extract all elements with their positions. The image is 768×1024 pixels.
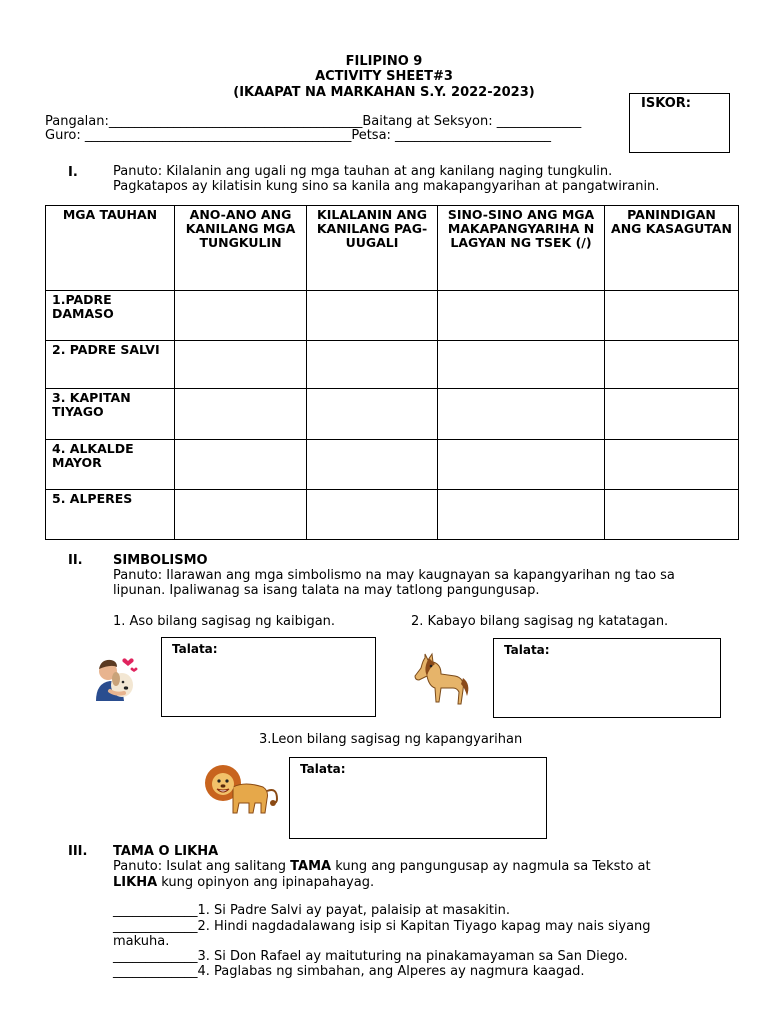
table-row xyxy=(46,341,739,389)
answer-cell[interactable] xyxy=(438,440,605,490)
row-name: 2. PADRE SALVI xyxy=(46,341,175,389)
answer-cell[interactable] xyxy=(175,440,307,490)
tama-likha-item-2[interactable]: _____________2. Hindi nagdadalawang isip si Kapitan Tiyago kapag may nais siyang xyxy=(113,919,651,934)
instr-prefix: Panuto: Isulat ang salitang xyxy=(113,859,291,874)
row-name: 4. ALKALDE MAYOR xyxy=(46,440,175,490)
answer-cell[interactable] xyxy=(175,389,307,440)
row-name: 1.PADRE DAMASO xyxy=(46,291,175,341)
section3-instruction-1 xyxy=(113,859,651,875)
answer-cell[interactable] xyxy=(605,341,739,389)
col-header-tauhan: MGA TAUHAN xyxy=(46,206,175,291)
answer-cell[interactable] xyxy=(438,341,605,389)
dog-hug-illustration xyxy=(92,655,140,703)
row-name: 3. KAPITAN TIYAGO xyxy=(46,389,175,440)
symbol-item-dog: 1. Aso bilang sagisag ng kaibigan. xyxy=(113,614,336,629)
col-header-panindigan: PANINDIGAN ANG KASAGUTAN xyxy=(605,206,739,291)
section2-numeral: II. xyxy=(68,553,83,568)
section1-numeral: I. xyxy=(68,165,78,180)
table-row xyxy=(46,291,739,341)
answer-cell[interactable] xyxy=(438,389,605,440)
instr-mid: kung ang pangungusap ay nagmula sa Teksto at xyxy=(331,859,651,874)
worksheet-quarter: (IKAAPAT NA MARKAHAN S.Y. 2022-2023) xyxy=(233,85,535,100)
section3-title: TAMA O LIKHA xyxy=(113,844,219,859)
instr-tama: TAMA xyxy=(290,859,332,874)
answer-cell[interactable] xyxy=(605,490,739,540)
col-header-ugali: KILALANIN ANG KANILANG PAG-UUGALI xyxy=(307,206,438,291)
horse-illustration xyxy=(411,648,471,708)
name-section-line[interactable]: Pangalan:_______________________________________Baitang at Seksyon: _____________ xyxy=(45,114,582,129)
answer-cell[interactable] xyxy=(438,291,605,341)
answer-cell[interactable] xyxy=(605,389,739,440)
lion-illustration xyxy=(203,761,279,821)
answer-cell[interactable] xyxy=(307,389,438,440)
instr-likha: LIKHA xyxy=(113,875,158,890)
section3-instruction-2 xyxy=(113,875,374,891)
symbol-item-lion: 3.Leon bilang sagisag ng kapangyarihan xyxy=(259,732,523,747)
talata-label: Talata: xyxy=(172,642,218,656)
character-table xyxy=(45,205,739,540)
talata-label: Talata: xyxy=(504,643,550,657)
talata-box-horse[interactable] xyxy=(493,638,721,718)
worksheet-title: FILIPINO 9 xyxy=(345,54,423,69)
tama-likha-item-4[interactable]: _____________4. Paglabas ng simbahan, ang Alperes ay nagmura kaagad. xyxy=(113,964,585,979)
answer-cell[interactable] xyxy=(307,341,438,389)
answer-cell[interactable] xyxy=(175,291,307,341)
talata-box-dog[interactable] xyxy=(161,637,376,717)
talata-box-lion[interactable] xyxy=(289,757,547,839)
score-label: ISKOR: xyxy=(641,96,691,111)
section2-instruction-1: Panuto: Ilarawan ang mga simbolismo na may kaugnayan sa kapangyarihan ng tao sa xyxy=(113,568,675,583)
table-row xyxy=(46,490,739,540)
answer-cell[interactable] xyxy=(175,490,307,540)
answer-cell[interactable] xyxy=(307,291,438,341)
answer-cell[interactable] xyxy=(605,291,739,341)
section1-instruction-1: Panuto: Kilalanin ang ugali ng mga tauhan at ang kanilang naging tungkulin. xyxy=(113,164,613,179)
col-header-tungkulin: ANO-ANO ANG KANILANG MGA TUNGKULIN xyxy=(175,206,307,291)
instr-end: kung opinyon ang ipinapahayag. xyxy=(157,875,375,890)
answer-cell[interactable] xyxy=(605,440,739,490)
answer-cell[interactable] xyxy=(438,490,605,540)
section1-instruction-2: Pagkatapos ay kilatisin kung sino sa kanila ang makapangyarihan at pangatwiranin. xyxy=(113,179,660,194)
worksheet-subtitle: ACTIVITY SHEET#3 xyxy=(315,69,453,84)
section2-title: SIMBOLISMO xyxy=(113,553,208,568)
talata-label: Talata: xyxy=(300,762,346,776)
row-name: 5. ALPERES xyxy=(46,490,175,540)
tama-likha-item-3[interactable]: _____________3. Si Don Rafael ay maituturing na pinakamayaman sa San Diego. xyxy=(113,949,628,964)
table-header-row xyxy=(46,206,739,291)
table-row xyxy=(46,440,739,490)
answer-cell[interactable] xyxy=(307,490,438,540)
answer-cell[interactable] xyxy=(307,440,438,490)
section2-instruction-2: lipunan. Ipaliwanag sa isang talata na may tatlong pangungusap. xyxy=(113,583,540,598)
teacher-date-line[interactable]: Guro: _________________________________________Petsa: ________________________ xyxy=(45,128,552,143)
score-box[interactable] xyxy=(629,93,730,153)
answer-cell[interactable] xyxy=(175,341,307,389)
col-header-makapangyarihan: SINO-SINO ANG MGA MAKAPANGYARIHA N LAGYAN NG TSEK (/) xyxy=(438,206,605,291)
tama-likha-item-1[interactable]: _____________1. Si Padre Salvi ay payat, palaisip at masakitin. xyxy=(113,903,510,918)
tama-likha-item-2-cont: makuha. xyxy=(113,934,170,949)
table-row xyxy=(46,389,739,440)
symbol-item-horse: 2. Kabayo bilang sagisag ng katatagan. xyxy=(411,614,669,629)
section3-numeral: III. xyxy=(68,844,88,859)
